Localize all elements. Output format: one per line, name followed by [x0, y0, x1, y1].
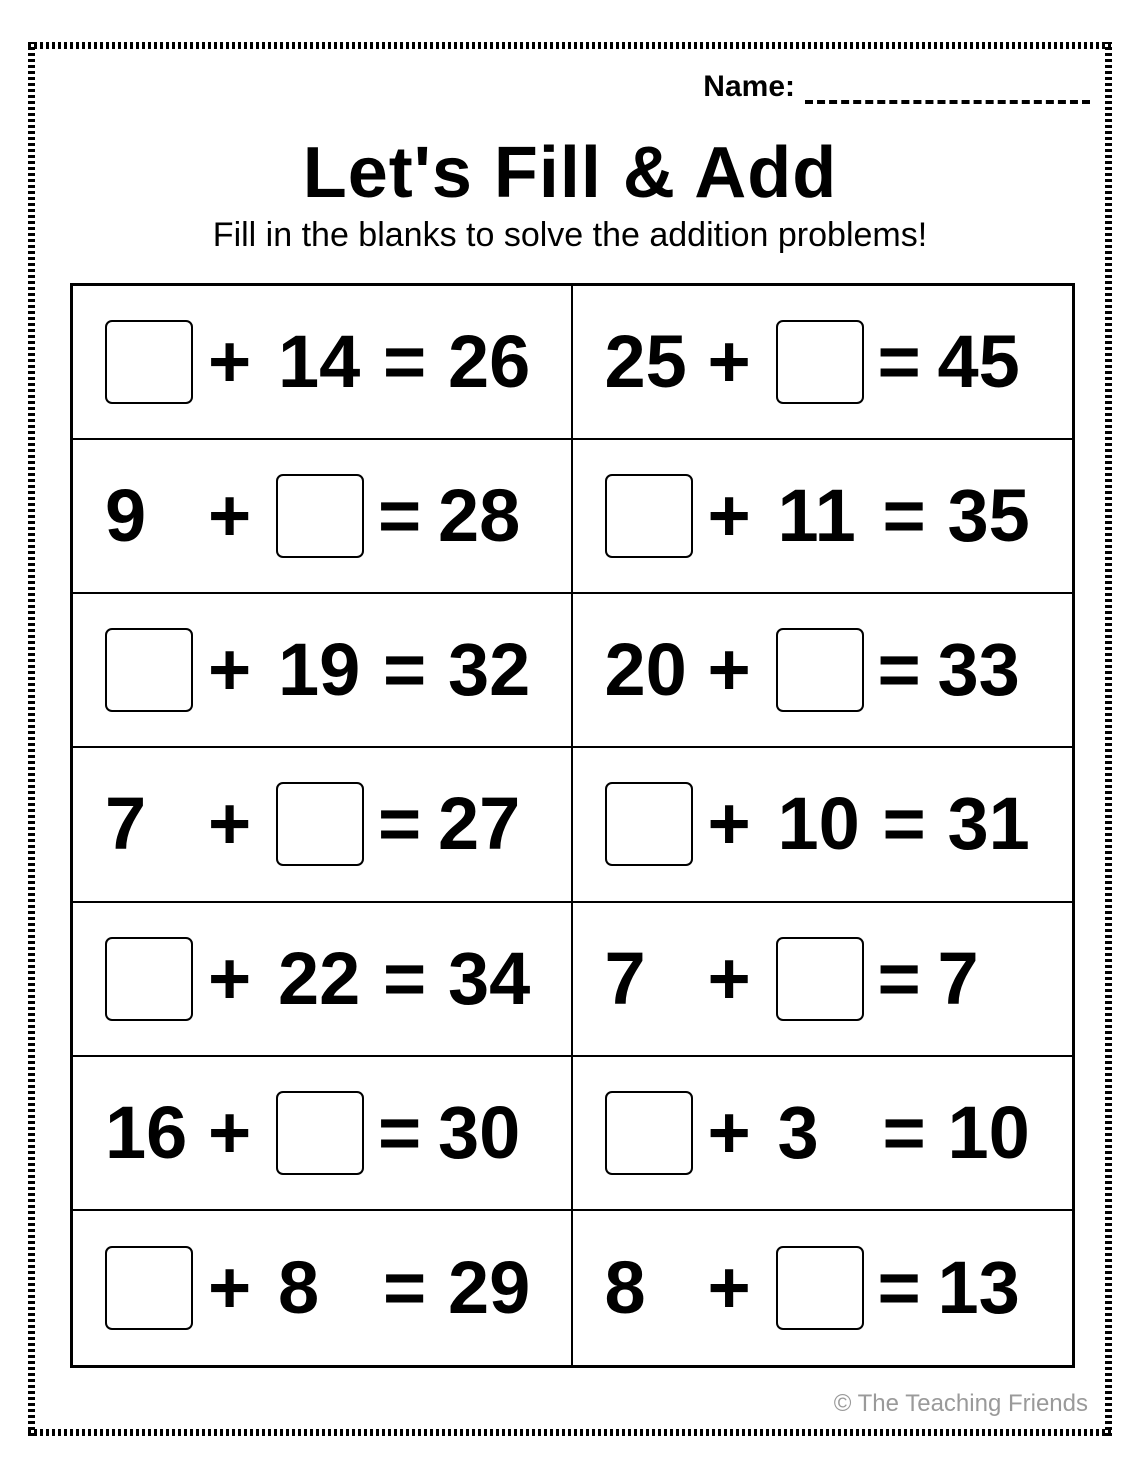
problem-cell	[573, 748, 1073, 902]
answer-box[interactable]	[605, 474, 693, 558]
sum-value: 29	[448, 1245, 531, 1329]
answer-box[interactable]	[276, 1091, 364, 1175]
name-field	[703, 70, 1090, 104]
addend: 14	[278, 320, 361, 404]
problem-cell	[73, 903, 573, 1057]
sum-value: 27	[438, 782, 521, 866]
problem-cell	[73, 1057, 573, 1211]
addend: 8	[604, 1245, 646, 1329]
answer-box[interactable]	[605, 1091, 693, 1175]
plus-sign: +	[208, 1245, 252, 1329]
addend: 3	[777, 1090, 819, 1174]
equals-sign: =	[882, 1090, 926, 1174]
plus-sign: +	[208, 782, 252, 866]
addend: 9	[105, 474, 147, 558]
sum-value: 33	[937, 628, 1020, 712]
answer-box[interactable]	[105, 628, 193, 712]
plus-sign: +	[707, 1245, 751, 1329]
answer-box[interactable]	[105, 937, 193, 1021]
plus-sign: +	[208, 1090, 252, 1174]
answer-box[interactable]	[776, 937, 864, 1021]
sum-value: 34	[448, 936, 531, 1020]
plus-sign: +	[707, 782, 751, 866]
equals-sign: =	[877, 320, 921, 404]
sum-value: 13	[937, 1245, 1020, 1329]
copyright-credit: © The Teaching Friends	[833, 1390, 1088, 1417]
plus-sign: +	[707, 628, 751, 712]
instructions: Fill in the blanks to solve the addition problems!	[212, 216, 928, 254]
addend: 16	[105, 1090, 188, 1174]
equals-sign: =	[378, 782, 422, 866]
answer-box[interactable]	[776, 320, 864, 404]
equals-sign: =	[383, 1245, 427, 1329]
equals-sign: =	[378, 1090, 422, 1174]
problem-cell	[573, 440, 1073, 594]
plus-sign: +	[208, 474, 252, 558]
addend: 19	[278, 628, 361, 712]
border-top	[28, 42, 1112, 49]
answer-box[interactable]	[105, 1246, 193, 1330]
equals-sign: =	[378, 474, 422, 558]
answer-box[interactable]	[276, 474, 364, 558]
problem-cell	[573, 1211, 1073, 1365]
addend: 25	[604, 320, 687, 404]
problem-cell	[73, 748, 573, 902]
sum-value: 10	[947, 1090, 1030, 1174]
plus-sign: +	[707, 474, 751, 558]
problem-grid	[70, 283, 1075, 1368]
problem-cell	[73, 594, 573, 748]
addend: 10	[777, 782, 860, 866]
equals-sign: =	[383, 628, 427, 712]
plus-sign: +	[707, 320, 751, 404]
answer-box[interactable]	[105, 320, 193, 404]
problem-cell	[573, 903, 1073, 1057]
problem-cell	[73, 440, 573, 594]
sum-value: 28	[438, 474, 521, 558]
plus-sign: +	[707, 936, 751, 1020]
sum-value: 31	[947, 782, 1030, 866]
problem-cell	[573, 1057, 1073, 1211]
answer-box[interactable]	[276, 782, 364, 866]
addend: 7	[105, 782, 147, 866]
sum-value: 45	[937, 320, 1020, 404]
plus-sign: +	[707, 1090, 751, 1174]
sum-value: 35	[947, 474, 1030, 558]
name-label: Name:	[703, 70, 795, 103]
addend: 8	[278, 1245, 320, 1329]
equals-sign: =	[383, 320, 427, 404]
equals-sign: =	[383, 936, 427, 1020]
addend: 11	[777, 474, 856, 558]
sum-value: 26	[448, 320, 531, 404]
problem-cell	[573, 594, 1073, 748]
problem-cell	[73, 1211, 573, 1365]
problem-cell	[73, 286, 573, 440]
equals-sign: =	[877, 1245, 921, 1329]
name-blank-line[interactable]	[805, 70, 1090, 104]
equals-sign: =	[882, 474, 926, 558]
page-title: Let's Fill & Add	[302, 133, 838, 213]
plus-sign: +	[208, 320, 252, 404]
answer-box[interactable]	[605, 782, 693, 866]
addend: 20	[604, 628, 687, 712]
problem-cell	[573, 286, 1073, 440]
addend: 7	[604, 936, 646, 1020]
border-bottom	[28, 1429, 1112, 1436]
answer-box[interactable]	[776, 628, 864, 712]
sum-value: 30	[438, 1090, 521, 1174]
equals-sign: =	[877, 936, 921, 1020]
sum-value: 32	[448, 628, 531, 712]
plus-sign: +	[208, 628, 252, 712]
plus-sign: +	[208, 936, 252, 1020]
equals-sign: =	[882, 782, 926, 866]
equals-sign: =	[877, 628, 921, 712]
sum-value: 7	[937, 936, 979, 1020]
addend: 22	[278, 936, 361, 1020]
answer-box[interactable]	[776, 1246, 864, 1330]
